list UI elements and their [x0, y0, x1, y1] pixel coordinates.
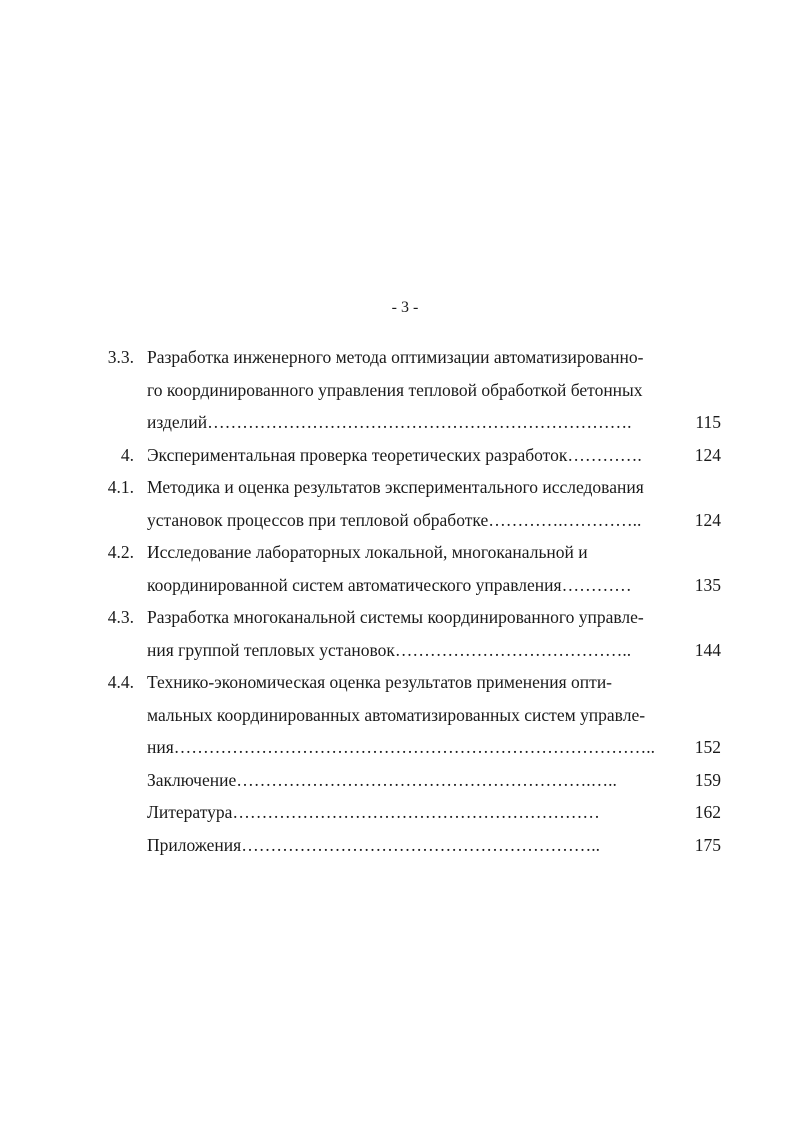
toc-page-number: 175 — [694, 834, 721, 855]
toc-title-line: Заключение…………………………………………………….….. — [147, 769, 617, 790]
toc-page-number: 135 — [694, 574, 721, 595]
toc-section-number: 4.2. — [107, 542, 134, 562]
toc-title-line: Методика и оценка результатов экспериментального исследования — [147, 477, 644, 497]
toc-title-line: Экспериментальная проверка теоретических разработок…………. — [147, 444, 642, 465]
toc-title-line: установок процессов при тепловой обработке………….………….. — [147, 509, 642, 530]
toc-line — [0, 471, 793, 504]
toc-line — [0, 406, 793, 439]
toc-entry-4-3 — [0, 601, 793, 666]
toc-page-number: 159 — [694, 769, 721, 790]
toc-title-line: ния……………………………………………………………………….. — [147, 737, 656, 757]
toc-page-number: 162 — [694, 802, 721, 822]
toc-title-line: Технико-экономическая оценка результатов применения опти- — [147, 672, 613, 692]
toc-line — [0, 764, 793, 797]
toc-section-number: 4. — [120, 444, 134, 465]
toc-page-number: 144 — [694, 639, 721, 660]
toc-section-number: 4.1. — [107, 477, 134, 497]
toc-page-number: 124 — [694, 509, 721, 530]
toc-entry-conclusion — [0, 764, 793, 797]
toc-entry-3-3 — [0, 341, 793, 439]
toc-section-number: 3.3. — [107, 347, 134, 367]
toc-section-number: 4.3. — [107, 607, 134, 627]
toc-title-line: изделий………………………………………………………………. — [147, 412, 632, 432]
toc-entry-appendices — [0, 829, 793, 862]
toc-line — [0, 601, 793, 634]
toc-section-number: 4.4. — [107, 672, 134, 692]
toc-title-line: Разработка инженерного метода оптимизации автоматизированно- — [147, 347, 644, 367]
table-of-contents — [0, 341, 793, 861]
toc-title-line: Литература……………………………………………………… — [147, 802, 600, 822]
toc-line — [0, 341, 793, 374]
toc-line — [0, 374, 793, 407]
toc-page-number: 115 — [695, 412, 721, 432]
toc-title-line: Приложения…………………………………………………….. — [147, 834, 600, 855]
toc-line — [0, 634, 793, 667]
toc-entry-4-2 — [0, 536, 793, 601]
toc-line — [0, 569, 793, 602]
toc-page-number: 152 — [694, 737, 721, 757]
toc-entry-4-1 — [0, 471, 793, 536]
toc-entry-4 — [0, 439, 793, 472]
toc-page-number: 124 — [694, 444, 721, 465]
page-number: - 3 - — [391, 299, 419, 316]
toc-line — [0, 536, 793, 569]
toc-line — [0, 796, 793, 829]
toc-title-line: мальных координированных автоматизированных систем управле- — [147, 704, 646, 725]
toc-title-line: ния группой тепловых установок………………………………….. — [147, 639, 632, 660]
toc-line — [0, 439, 793, 472]
toc-title-line: Исследование лабораторных локальной, многоканальной и — [147, 542, 588, 562]
toc-entry-4-4 — [0, 666, 793, 764]
toc-entry-references — [0, 796, 793, 829]
toc-title-line: координированной систем автоматического управления………… — [147, 574, 632, 595]
toc-line — [0, 829, 793, 862]
toc-title-line: го координированного управления тепловой обработкой бетонных — [147, 379, 643, 400]
toc-line — [0, 699, 793, 732]
toc-title-line: Разработка многоканальной системы координированного управле- — [147, 607, 644, 627]
toc-line — [0, 731, 793, 764]
toc-line — [0, 666, 793, 699]
toc-line — [0, 504, 793, 537]
